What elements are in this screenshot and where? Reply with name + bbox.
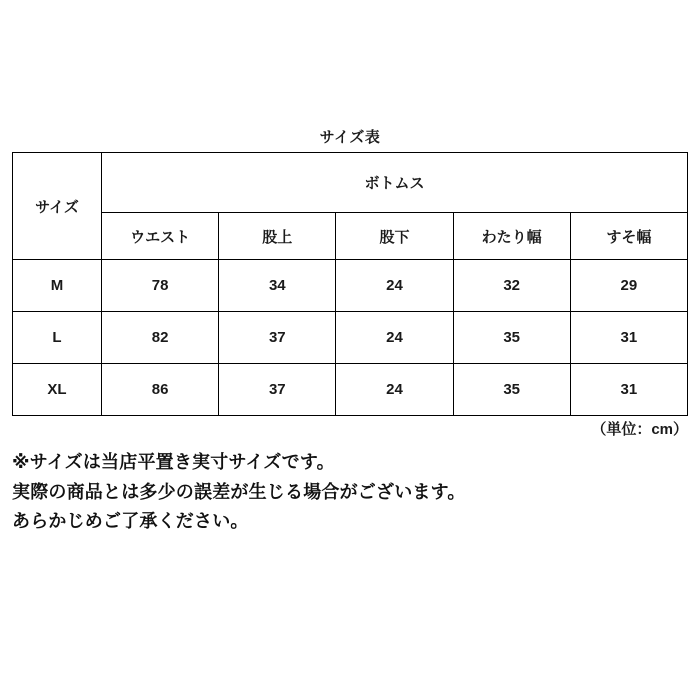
cell-value: 82 [102, 312, 219, 364]
notes-block [12, 448, 688, 537]
cell-value: 34 [219, 260, 336, 312]
header-group-label: ボトムス [102, 153, 688, 213]
table-row [13, 364, 688, 416]
cell-value: 29 [570, 260, 687, 312]
cell-value: 35 [453, 364, 570, 416]
cell-value: 37 [219, 312, 336, 364]
row-size-label: XL [13, 364, 102, 416]
cell-value: 31 [570, 312, 687, 364]
cell-value: 24 [336, 260, 453, 312]
row-size-label: M [13, 260, 102, 312]
cell-value: 78 [102, 260, 219, 312]
header-measure-waist: ウエスト [102, 213, 219, 260]
header-measure-inseam: 股下 [336, 213, 453, 260]
header-size-label: サイズ [13, 153, 102, 260]
unit-note: （単位：cm） [591, 421, 688, 438]
table-header-row [13, 153, 688, 213]
cell-value: 24 [336, 364, 453, 416]
cell-value: 35 [453, 312, 570, 364]
page-title: サイズ表 [319, 129, 381, 146]
table-row [13, 260, 688, 312]
header-measure-rise: 股上 [219, 213, 336, 260]
cell-value: 86 [102, 364, 219, 416]
note-line: ※サイズは当店平置き実寸サイズです。 [12, 452, 335, 472]
header-measure-hem: すそ幅 [570, 213, 687, 260]
table-subheader-row [13, 213, 688, 260]
cell-value: 24 [336, 312, 453, 364]
cell-value: 37 [219, 364, 336, 416]
note-line: あらかじめご了承ください。 [12, 511, 249, 532]
header-measure-thigh: わたり幅 [453, 213, 570, 260]
row-size-label: L [13, 312, 102, 364]
note-line: 実際の商品とは多少の誤差が生じる場合がございます。 [12, 481, 466, 502]
cell-value: 32 [453, 260, 570, 312]
table-row [13, 312, 688, 364]
size-table [12, 152, 688, 416]
cell-value: 31 [570, 364, 687, 416]
